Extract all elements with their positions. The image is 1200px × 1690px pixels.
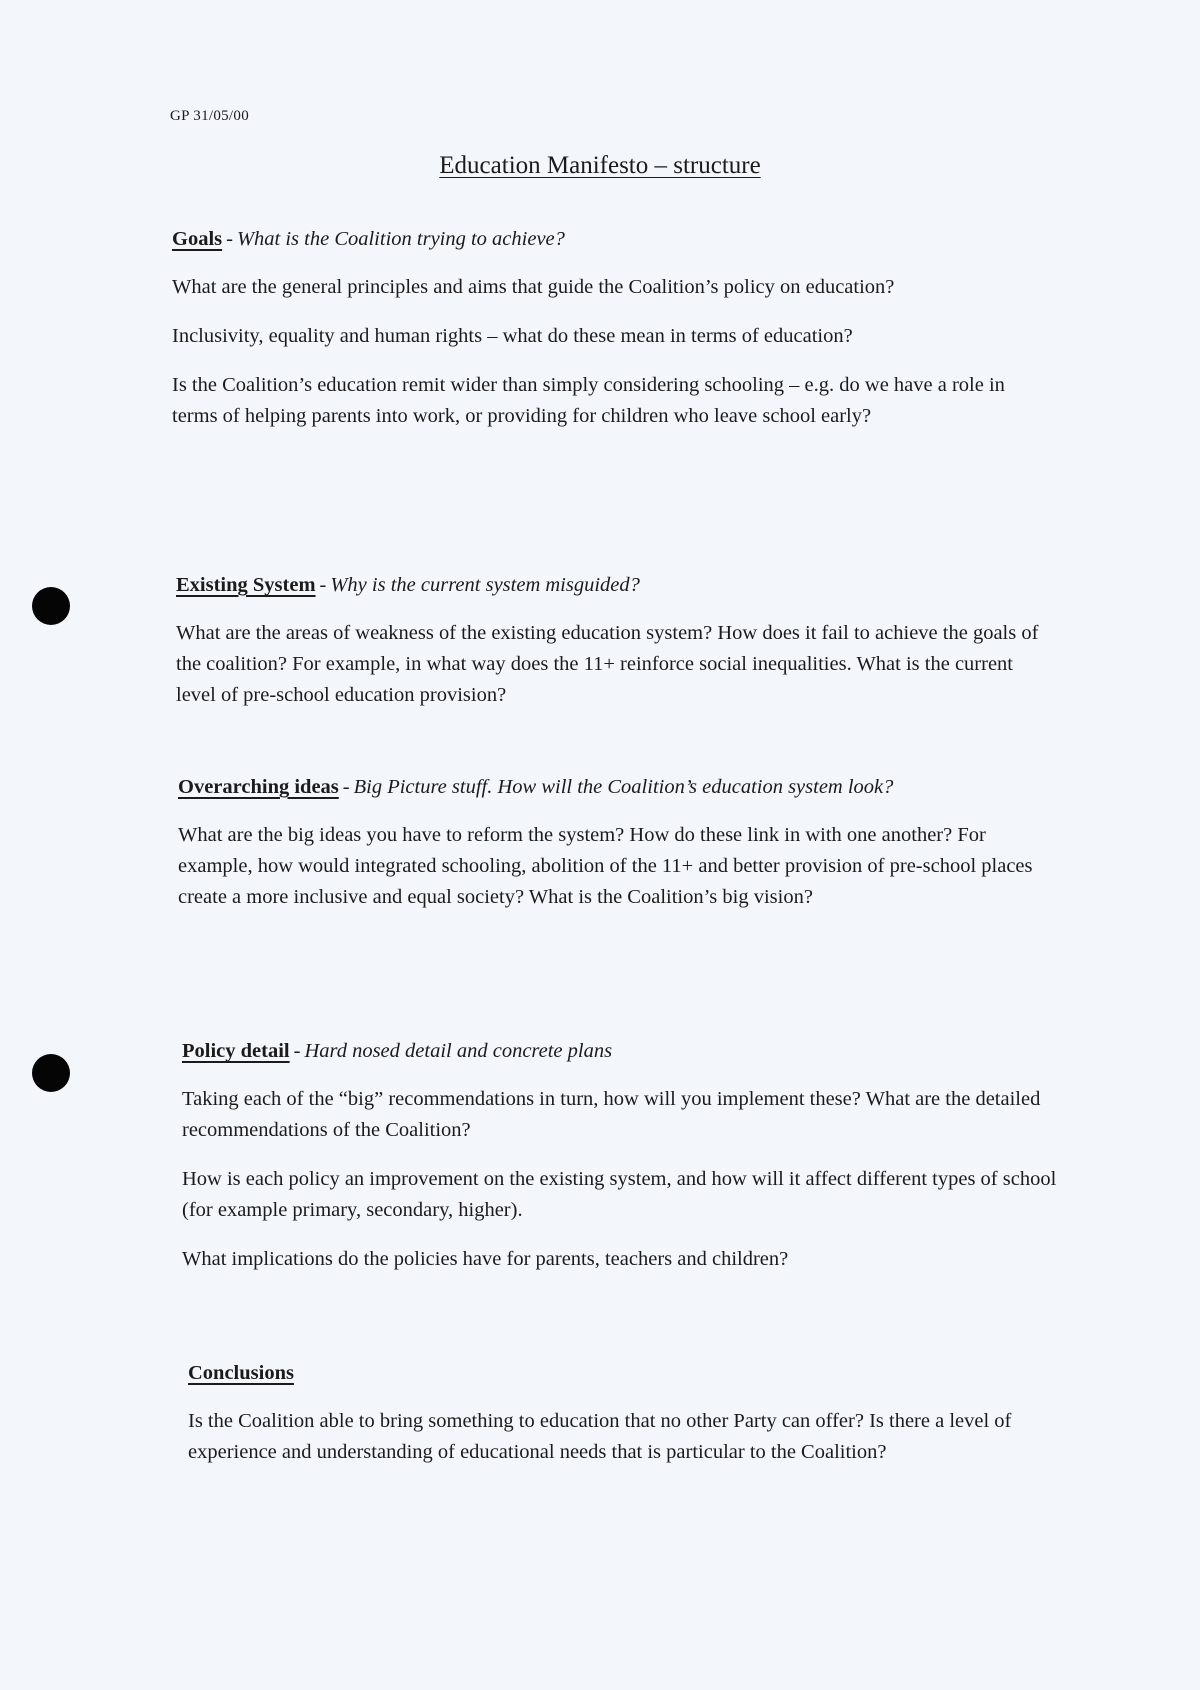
section-overarching-ideas (178, 772, 1058, 931)
section-heading-label: Conclusions (188, 1362, 294, 1384)
section-policy-detail (182, 1036, 1062, 1293)
section-paragraph: Inclusivity, equality and human rights – what do these mean in terms of education? (172, 325, 853, 347)
section-paragraph: Is the Coalition’s education remit wider than simply considering schooling – e.g. do we have a role in terms of helping parents into work, or providing for children who leave school early? (172, 374, 1005, 427)
section-heading-label: Policy detail (182, 1040, 290, 1062)
section-heading-label: Overarching ideas (178, 776, 339, 798)
heading-separator: - (293, 1040, 301, 1062)
section-paragraph: What are the general principles and aims that guide the Coalition’s policy on education? (172, 276, 895, 298)
section-conclusions (188, 1358, 1068, 1486)
section-paragraph: What implications do the policies have for parents, teachers and children? (182, 1248, 789, 1270)
section-guiding-question: What is the Coalition trying to achieve? (236, 228, 565, 250)
heading-separator: - (319, 574, 327, 596)
section-heading (182, 1036, 1062, 1067)
section-heading (188, 1358, 1068, 1389)
section-paragraph: Is the Coalition able to bring something to education that no other Party can offer? Is there a level of experience and understanding of educational needs that is particular to the Coalition? (188, 1410, 1012, 1463)
punch-hole-icon (32, 1054, 70, 1092)
document-reference: GP 31/05/00 (170, 108, 250, 124)
section-paragraph: How is each policy an improvement on the existing system, and how will it affect different types of school (for example primary, secondary, higher). (182, 1168, 1057, 1221)
section-guiding-question: Hard nosed detail and concrete plans (304, 1040, 613, 1062)
section-heading-label: Existing System (176, 574, 316, 596)
section-heading (178, 772, 1058, 803)
section-existing-system (176, 570, 1056, 729)
section-paragraph: Taking each of the “big” recommendations in turn, how will you implement these? What are the detailed recommendations of the Coalition? (182, 1088, 1041, 1141)
section-heading (172, 224, 1052, 255)
punch-hole-icon (32, 587, 70, 625)
section-guiding-question: Big Picture stuff. How will the Coalition’s education system look? (353, 776, 894, 798)
heading-separator: - (342, 776, 350, 798)
section-paragraph: What are the areas of weakness of the existing education system? How does it fail to achieve the goals of the coalition? For example, in what way does the 11+ reinforce social inequalities. What is the current level of pre-school education provision? (176, 622, 1039, 706)
section-heading-label: Goals (172, 228, 223, 250)
document-title: Education Manifesto – structure (439, 152, 761, 179)
heading-separator: - (226, 228, 233, 250)
section-heading (176, 570, 1056, 601)
section-paragraph: What are the big ideas you have to reform the system? How do these link in with one another? For example, how would integrated schooling, abolition of the 11+ and better provision of pre-school places create a more inclusive and equal society? What is the Coalition’s big vision? (178, 824, 1033, 908)
section-guiding-question: Why is the current system misguided? (330, 574, 640, 596)
section-goals (172, 224, 1052, 450)
